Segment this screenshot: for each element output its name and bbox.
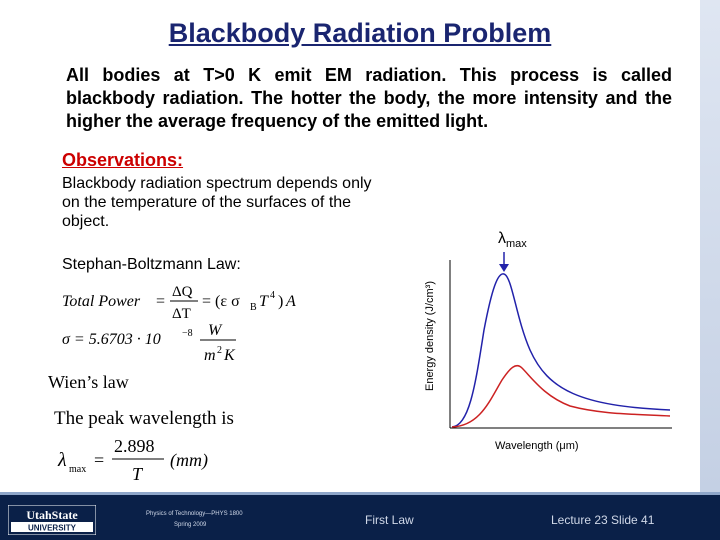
svg-text:T: T	[259, 293, 268, 310]
dq: ΔQ	[172, 284, 193, 300]
svg-text:2.898: 2.898	[114, 436, 155, 456]
blackbody-chart	[440, 250, 680, 440]
peak-wavelength-label: The peak wavelength is	[54, 408, 234, 429]
svg-text:m: m	[204, 347, 216, 364]
slide-title: Blackbody Radiation Problem	[168, 18, 552, 48]
cool-curve	[452, 366, 670, 427]
svg-text:=: =	[94, 450, 105, 470]
svg-text:UtahState: UtahState	[26, 508, 78, 522]
svg-text:K: K	[224, 347, 235, 364]
x-axis-label: Wavelength (μm)	[495, 440, 579, 452]
svg-text:4: 4	[270, 290, 275, 301]
y-axis-label: Energy density (J/cm³)	[424, 280, 436, 392]
course-name: Physics of Technology—PHYS 1800	[146, 511, 243, 517]
lecture-slide-number: Lecture 23 Slide 41	[551, 513, 655, 527]
svg-text:−8: −8	[182, 328, 193, 339]
stefan-boltzmann-formula	[58, 280, 298, 370]
power-lhs: Total Power	[62, 293, 141, 310]
svg-text:W: W	[208, 322, 222, 339]
hot-curve	[452, 274, 670, 427]
observations-heading: Observations:	[62, 150, 184, 170]
utah-state-logo	[8, 505, 96, 535]
svg-text:2: 2	[217, 345, 222, 356]
svg-text:λ: λ	[58, 449, 67, 471]
topic-label: First Law	[365, 513, 414, 527]
svg-text:A: A	[286, 293, 296, 310]
svg-text:B: B	[250, 302, 257, 313]
svg-text:UNIVERSITY: UNIVERSITY	[27, 523, 77, 533]
wien-formula	[52, 434, 222, 486]
wien-law-label: Wien’s law	[48, 372, 129, 392]
intro-paragraph: All bodies at T>0 K emit EM radiation. This process is called blackbody radiation. The hotter the body, the more intensity and the higher the average frequency of the emitted light.	[66, 65, 672, 131]
lambda-max-label: $\lambda_{max}$	[498, 230, 527, 251]
peak-arrow-head	[499, 264, 509, 272]
stefan-boltzmann-label: Stephan-Boltzmann Law:	[62, 256, 241, 273]
svg-text:): )	[278, 293, 284, 310]
sigma-value: σ = 5.6703 · 10	[62, 331, 161, 348]
power-rhs: = (ε σ	[202, 293, 240, 310]
observations-text: Blackbody radiation spectrum depends only on the temperature of the surfaces of the object.	[62, 175, 372, 230]
svg-text:max: max	[69, 464, 87, 475]
semester: Spring 2009	[174, 522, 207, 528]
svg-text:=: =	[156, 293, 166, 310]
dt: ΔT	[172, 306, 191, 322]
side-tab-decoration	[700, 0, 720, 492]
svg-text:(mm): (mm)	[170, 450, 208, 470]
svg-text:T: T	[132, 464, 143, 484]
